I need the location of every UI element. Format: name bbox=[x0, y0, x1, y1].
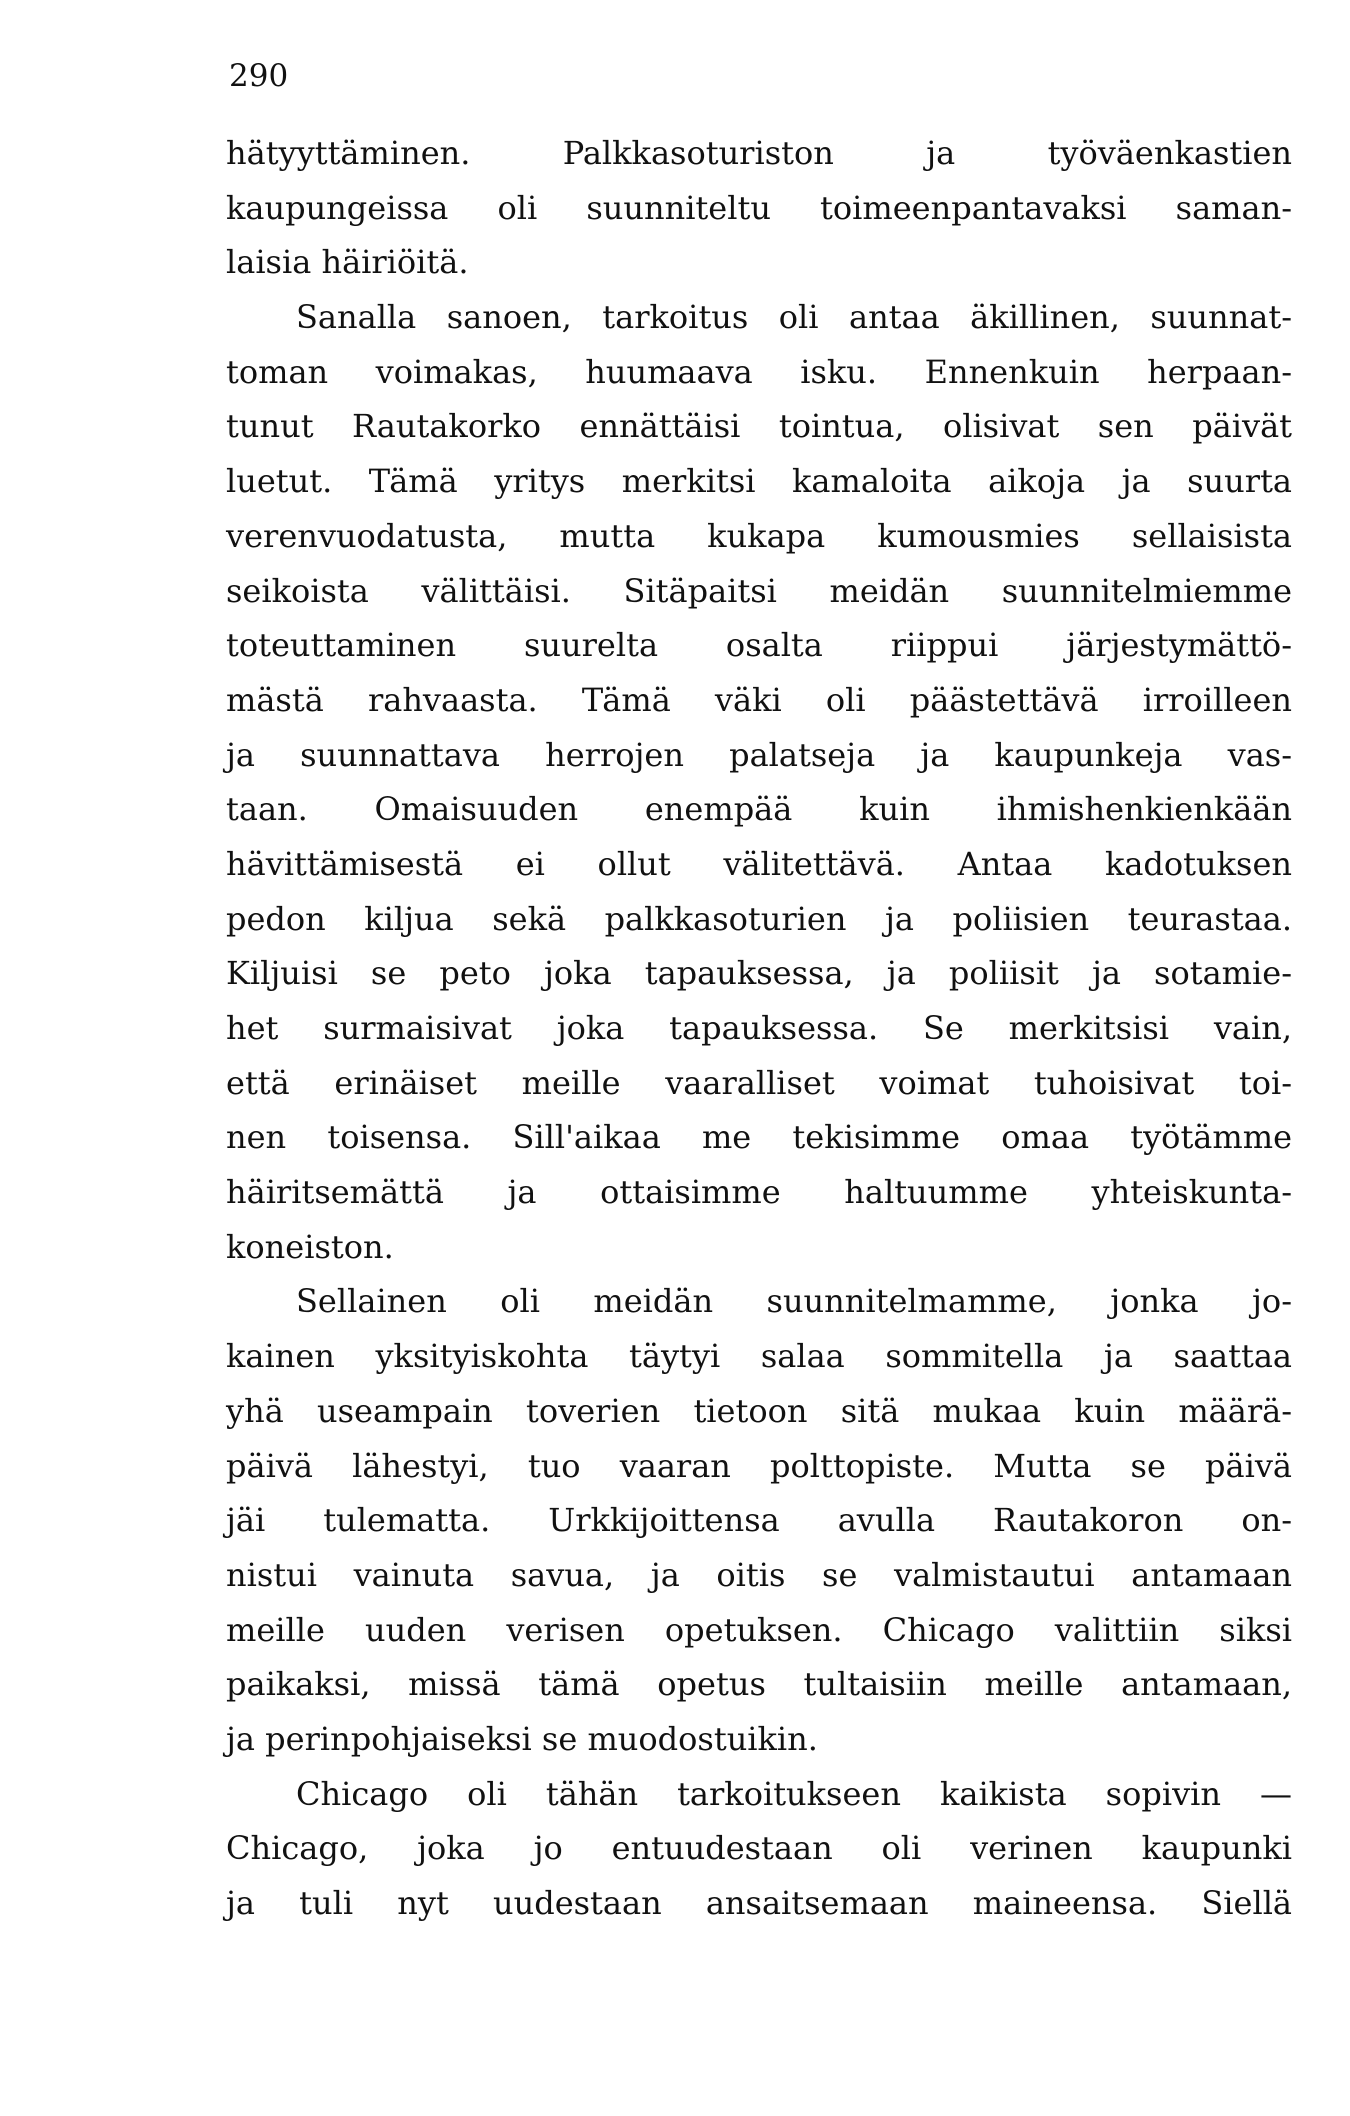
text-line: toman voimakas, huumaava isku. Ennenkuin herpaan- bbox=[226, 352, 1292, 391]
text-line: verenvuodatusta, mutta kukapa kumousmies sellaisista bbox=[226, 516, 1292, 555]
text-line: paikaksi, missä tämä opetus tultaisiin meille antamaan, bbox=[226, 1665, 1292, 1704]
text-line: yhä useampain toverien tietoon sitä mukaa kuin määrä- bbox=[226, 1391, 1292, 1430]
text-line: ja perinpohjaiseksi se muodostuikin. bbox=[226, 1719, 818, 1758]
text-line: hätyyttäminen. Palkkasoturiston ja työväenkastien bbox=[226, 134, 1292, 172]
text-line: hävittämisestä ei ollut välitettävä. Antaa kadotuksen bbox=[226, 844, 1292, 883]
text-line: taan. Omaisuuden enempää kuin ihmishenkienkään bbox=[226, 790, 1292, 829]
text-line: meille uuden verisen opetuksen. Chicago valittiin siksi bbox=[226, 1610, 1292, 1649]
text-line: seikoista välittäisi. Sitäpaitsi meidän suunnitelmiemme bbox=[226, 571, 1292, 610]
text-line: Chicago, joka jo entuudestaan oli verinen kaupunki bbox=[226, 1829, 1292, 1868]
text-line: nistui vainuta savua, ja oitis se valmistautui antamaan bbox=[226, 1555, 1292, 1594]
text-line: Chicago oli tähän tarkoitukseen kaikista sopivin — bbox=[296, 1774, 1292, 1813]
text-line: päivä lähestyi, tuo vaaran polttopiste. Mutta se päivä bbox=[226, 1446, 1292, 1485]
text-line: ja suunnattava herrojen palatseja ja kaupunkeja vas- bbox=[226, 735, 1292, 774]
text-line: häiritsemättä ja ottaisimme haltuumme yhteiskunta- bbox=[226, 1173, 1292, 1212]
text-line: koneiston. bbox=[226, 1227, 394, 1266]
text-line: luetut. Tämä yritys merkitsi kamaloita aikoja ja suurta bbox=[226, 462, 1292, 501]
text-line: jäi tulematta. Urkkijoittensa avulla Rautakoron on- bbox=[226, 1501, 1292, 1540]
text-line: nen toisensa. Sill'aikaa me tekisimme omaa työtämme bbox=[226, 1118, 1292, 1157]
text-line: laisia häiriöitä. bbox=[226, 243, 469, 282]
text-line: het surmaisivat joka tapauksessa. Se merkitsisi vain, bbox=[226, 1009, 1292, 1047]
page-number: 290 bbox=[229, 58, 289, 94]
text-line: kaupungeissa oli suunniteltu toimeenpantavaksi saman- bbox=[226, 188, 1292, 227]
text-line: ja tuli nyt uudestaan ansaitsemaan maineensa. Siellä bbox=[226, 1884, 1292, 1922]
text-line: Sanalla sanoen, tarkoitus oli antaa äkillinen, suunnat- bbox=[296, 298, 1292, 337]
text-line: Sellainen oli meidän suunnitelmamme, jonka jo- bbox=[296, 1282, 1292, 1321]
body-text bbox=[226, 126, 1292, 1931]
text-line: Kiljuisi se peto joka tapauksessa, ja poliisit ja sotamie- bbox=[226, 954, 1292, 993]
text-line: pedon kiljua sekä palkkasoturien ja poliisien teurastaa. bbox=[226, 899, 1292, 938]
text-line: tunut Rautakorko ennättäisi tointua, olisivat sen päivät bbox=[226, 407, 1292, 446]
text-line: kainen yksityiskohta täytyi salaa sommitella ja saattaa bbox=[226, 1337, 1292, 1376]
text-line: toteuttaminen suurelta osalta riippui järjestymättö- bbox=[226, 626, 1292, 665]
text-line: mästä rahvaasta. Tämä väki oli päästettävä irroilleen bbox=[226, 680, 1292, 719]
text-line: että erinäiset meille vaaralliset voimat tuhoisivat toi- bbox=[226, 1063, 1292, 1102]
